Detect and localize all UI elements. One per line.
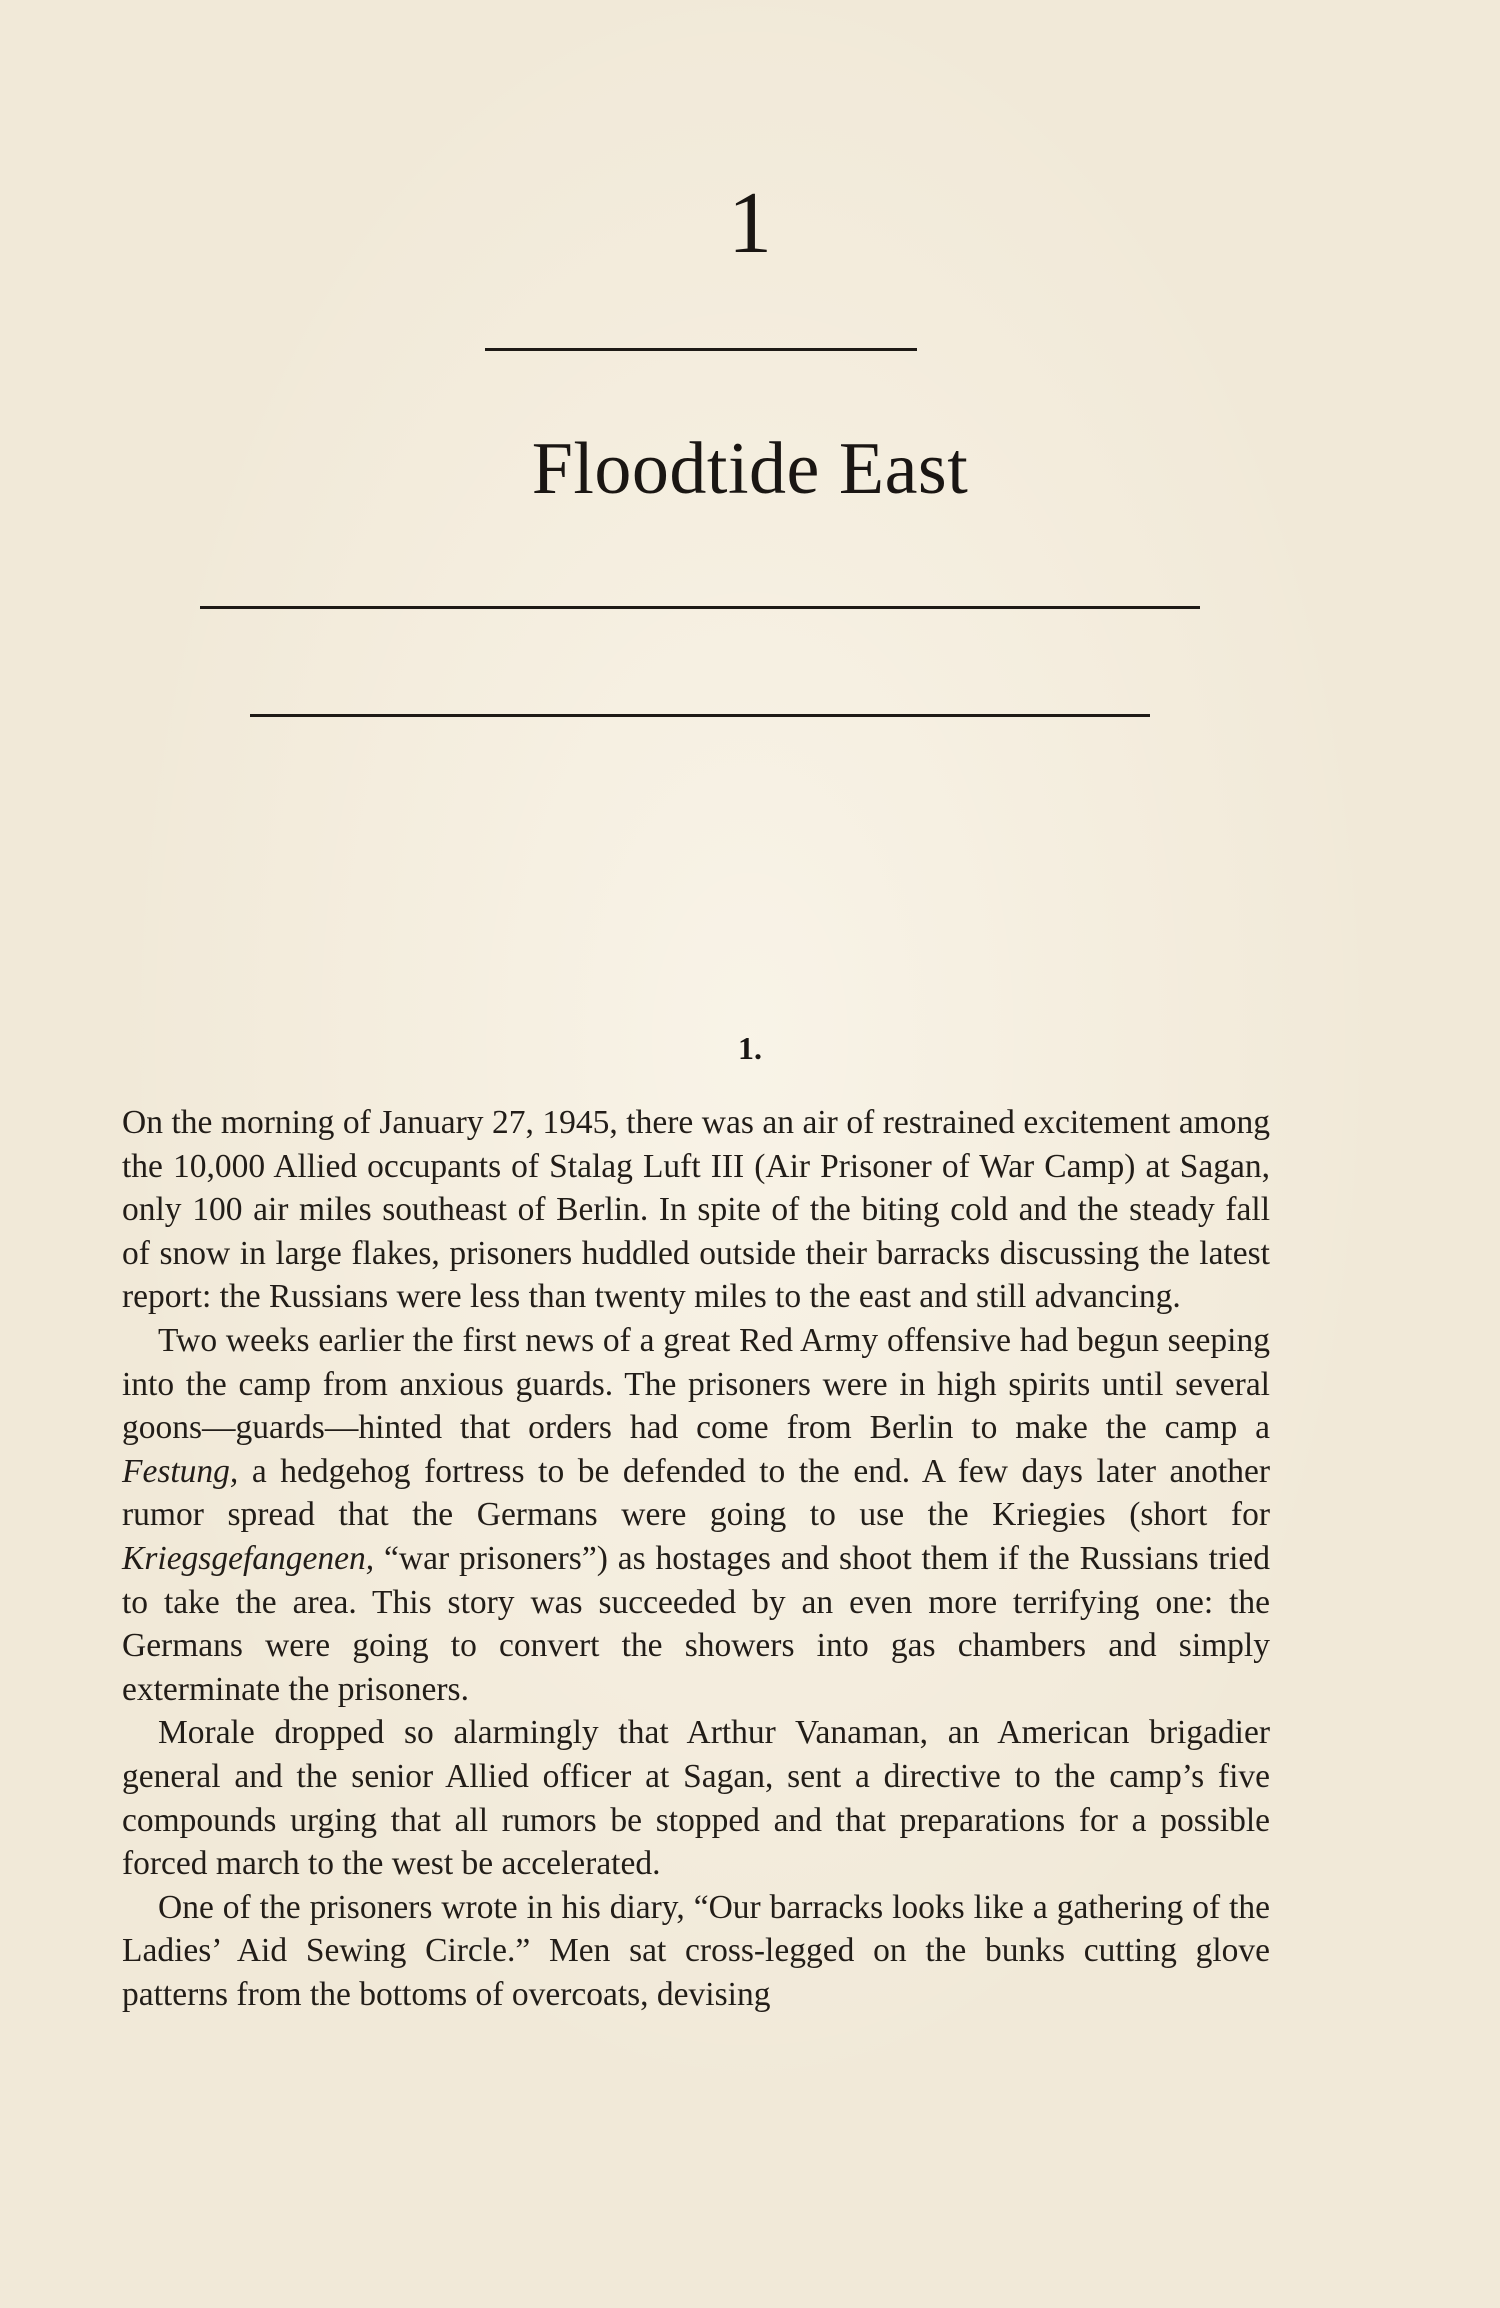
body-paragraph — [122, 1886, 1270, 2017]
italic-term: Festung, — [122, 1452, 239, 1490]
middle-divider-rule — [200, 606, 1200, 609]
paragraph-text: Morale dropped so alarmingly that Arthur Vanaman, an American brigadier general and the senior Allied officer at Sagan, sent a directive to the camp’s five compounds urging that all rumors be stopped and that preparations for a possible forced march to the west be accelerated. — [122, 1714, 1270, 1883]
paragraph-text: On the morning of January 27, 1945, there was an air of restrained excitement among the 10,000 Allied occupants of Stalag Luft III (Air Prisoner of War Camp) at Sagan, only 100 air miles southeast of Berlin. In spite of the biting cold and the steady fall of snow in large flakes, prisoners huddled outside their barracks discussing the latest report: the Russians were less than twenty miles to the east and still advancing. — [122, 1104, 1270, 1316]
body-text — [122, 1101, 1270, 2016]
body-paragraph — [122, 1319, 1270, 1711]
body-paragraph — [122, 1101, 1270, 1319]
paragraph-text: a hedgehog fortress to be defended to the end. A few days later another rumor spread that the Germans were going to use the Kriegies (short for — [122, 1452, 1270, 1534]
paragraph-text: “war prisoners”) as hostages and shoot them if the Russians tried to take the area. This story was succeeded by an even more terrifying one: the Germans were going to convert the showers into gas chambers and simply exterminate the prisoners. — [122, 1539, 1270, 1708]
section-number: 1. — [738, 1030, 762, 1066]
chapter-number: 1 — [728, 175, 772, 272]
chapter-title: Floodtide East — [531, 428, 969, 510]
lower-divider-rule — [250, 714, 1150, 717]
paragraph-text: Two weeks earlier the first news of a great Red Army offensive had begun seeping into the camp from anxious guards. The prisoners were in high spirits until several goons—guards—hinted that orders had come from Berlin to make the camp a — [122, 1321, 1270, 1447]
paragraph-text: One of the prisoners wrote in his diary, “Our barracks looks like a gathering of the Ladies’ Aid Sewing Circle.” Men sat cross-legged on the bunks cutting glove patterns from the bottoms of overcoats, devising — [122, 1888, 1270, 2013]
italic-term: Kriegsgefangenen, — [122, 1539, 375, 1577]
top-divider-rule — [485, 348, 917, 351]
body-paragraph — [122, 1711, 1270, 1885]
